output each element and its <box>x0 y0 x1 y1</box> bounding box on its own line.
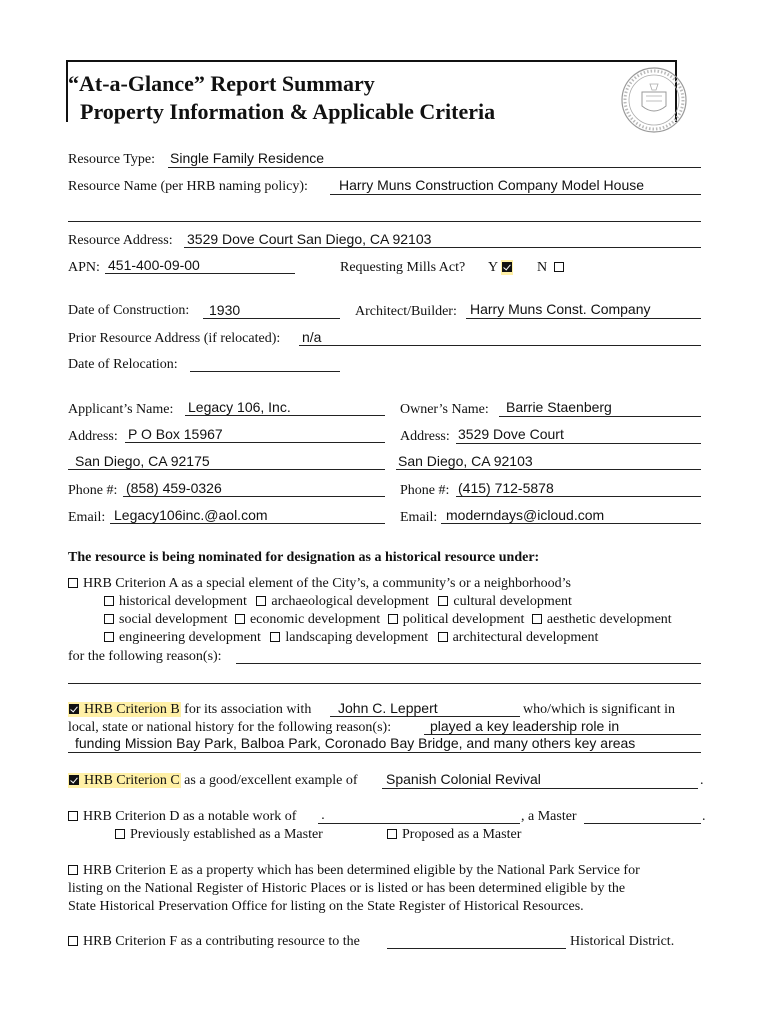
resource-address-underline <box>184 247 701 248</box>
option-historical-checkbox[interactable] <box>104 596 114 606</box>
owner-address-underline-2 <box>396 469 701 470</box>
apn-underline <box>105 273 295 274</box>
option-political-label: political development <box>402 612 525 627</box>
apn-label: APN: <box>68 260 100 275</box>
option-archaeological-label: archaeological development <box>271 594 429 609</box>
criterion-a <box>68 576 571 592</box>
criterion-e-line1: HRB Criterion E as a property which has been determined eligible by the National Park Service for <box>83 863 640 878</box>
criterion-a-reasons-underline[interactable] <box>236 663 701 664</box>
criterion-a-reasons-label: for the following reason(s): <box>68 649 222 664</box>
applicant-phone-underline <box>123 496 385 497</box>
applicant-phone-field[interactable]: (858) 459-0326 <box>126 480 222 496</box>
construction-date-underline <box>203 318 340 319</box>
header-frame-top <box>66 60 677 62</box>
option-economic-checkbox[interactable] <box>235 614 245 624</box>
criterion-b-reason-underline-2 <box>68 752 701 753</box>
criterion-a-checkbox[interactable] <box>68 578 78 588</box>
architect-field[interactable]: Harry Muns Const. Company <box>470 301 651 317</box>
criterion-d-end: . <box>702 809 706 824</box>
resource-name-label: Resource Name (per HRB naming policy): <box>68 179 308 194</box>
criterion-c-checkbox[interactable] <box>69 775 79 785</box>
owner-email-field[interactable]: moderndays@icloud.com <box>446 507 605 523</box>
criterion-a-options-row3 <box>104 630 598 646</box>
criterion-d-label: HRB Criterion D as a notable work of <box>83 809 297 824</box>
owner-phone-label: Phone #: <box>400 483 450 498</box>
criterion-d-option-proposed <box>387 827 521 843</box>
applicant-email-field[interactable]: Legacy106inc.@aol.com <box>114 507 268 523</box>
criterion-d-master-underline[interactable] <box>584 823 701 824</box>
owner-address-line2[interactable]: San Diego, CA 92103 <box>398 453 533 469</box>
option-aesthetic-label: aesthetic development <box>546 612 672 627</box>
proposed-master-label: Proposed as a Master <box>402 827 522 842</box>
applicant-name-label: Applicant’s Name: <box>68 402 174 417</box>
mills-act-yes-highlight <box>501 260 513 275</box>
option-architectural-label: architectural development <box>452 630 599 645</box>
criterion-f-label: HRB Criterion F as a contributing resource to the <box>83 934 360 949</box>
option-political-checkbox[interactable] <box>388 614 398 624</box>
mills-act-yes-checkbox[interactable] <box>502 262 512 272</box>
architect-underline <box>466 318 701 319</box>
mills-act-label: Requesting Mills Act? <box>340 260 466 275</box>
prior-address-underline <box>299 345 701 346</box>
applicant-address-underline-2 <box>68 469 385 470</box>
criterion-d-field[interactable]: . <box>321 806 325 822</box>
criterion-a-reasons-underline-2[interactable] <box>68 683 701 684</box>
criterion-f <box>68 934 360 950</box>
resource-name-field[interactable]: Harry Muns Construction Company Model House <box>339 177 645 193</box>
criterion-c-field[interactable]: Spanish Colonial Revival <box>386 771 541 787</box>
option-aesthetic-checkbox[interactable] <box>532 614 542 624</box>
criterion-b-label: HRB Criterion B <box>84 702 180 717</box>
option-cultural-label: cultural development <box>453 594 572 609</box>
resource-address-label: Resource Address: <box>68 233 173 248</box>
architect-label: Architect/Builder: <box>355 304 457 319</box>
mills-act-no-label: N <box>537 260 548 275</box>
mills-act-no-checkbox[interactable] <box>554 262 564 272</box>
criterion-a-label: HRB Criterion A as a special element of the City’s, a community’s or a neighborhood’s <box>83 576 571 591</box>
criterion-b-reasons-label: local, state or national history for the following reason(s): <box>68 720 392 735</box>
option-landscaping-label: landscaping development <box>285 630 429 645</box>
criterion-b <box>68 702 311 718</box>
criteria-intro: The resource is being nominated for designation as a historical resource under: <box>68 550 540 565</box>
criterion-b-reason-line1[interactable]: played a key leadership role in <box>430 718 620 734</box>
criterion-e <box>68 863 640 879</box>
owner-phone-underline <box>456 496 701 497</box>
option-engineering-checkbox[interactable] <box>104 632 114 642</box>
resource-name-underline-2 <box>68 221 701 222</box>
option-cultural-checkbox[interactable] <box>438 596 448 606</box>
criterion-b-reason-line2[interactable]: funding Mission Bay Park, Balboa Park, Coronado Bay Bridge, and many others key areas <box>75 735 636 751</box>
criterion-b-association-underline <box>330 716 520 717</box>
applicant-address-label: Address: <box>68 429 118 444</box>
criterion-d <box>68 809 296 825</box>
page-title-line1: “At-a-Glance” Report Summary <box>68 71 375 96</box>
resource-name-underline <box>330 194 701 195</box>
previously-established-label: Previously established as a Master <box>130 827 323 842</box>
option-archaeological-checkbox[interactable] <box>256 596 266 606</box>
resource-type-label: Resource Type: <box>68 152 156 167</box>
relocation-date-underline[interactable] <box>190 371 340 372</box>
owner-name-field[interactable]: Barrie Staenberg <box>506 399 612 415</box>
mills-act-yes-label: Y <box>488 260 498 275</box>
criterion-b-association-field[interactable]: John C. Leppert <box>338 700 438 716</box>
page-title-line2: Property Information & Applicable Criteria <box>80 99 496 124</box>
mills-act-no[interactable] <box>537 260 569 276</box>
applicant-name-underline <box>185 415 385 416</box>
applicant-name-field[interactable]: Legacy 106, Inc. <box>188 399 291 415</box>
criterion-c <box>68 773 358 789</box>
criterion-d-option-previous <box>115 827 323 843</box>
criterion-c-label: HRB Criterion C <box>84 773 180 788</box>
criterion-b-significance-text: who/which is significant in <box>523 702 676 717</box>
owner-address-underline <box>456 443 701 444</box>
criterion-c-text: as a good/excellent example of <box>184 773 358 788</box>
owner-address-line1[interactable]: 3529 Dove Court <box>458 426 564 442</box>
criterion-c-underline <box>382 788 698 789</box>
criterion-a-options-row2 <box>104 612 672 628</box>
option-social-checkbox[interactable] <box>104 614 114 624</box>
applicant-address-line2[interactable]: San Diego, CA 92175 <box>75 453 210 469</box>
applicant-phone-label: Phone #: <box>68 483 118 498</box>
resource-type-field[interactable]: Single Family Residence <box>170 150 325 166</box>
applicant-email-underline <box>110 523 385 524</box>
relocation-date-label: Date of Relocation: <box>68 357 178 372</box>
criterion-e-checkbox[interactable] <box>68 865 78 875</box>
criterion-f-checkbox[interactable] <box>68 936 78 946</box>
construction-date-field[interactable]: 1930 <box>209 302 241 318</box>
owner-address-label: Address: <box>400 429 450 444</box>
criterion-e-line3: State Historical Preservation Office for listing on the State Register of Historical Resources. <box>68 899 584 914</box>
criterion-a-options-row1 <box>104 594 572 610</box>
resource-type-underline <box>168 167 701 168</box>
criterion-f-end: Historical District. <box>570 934 675 949</box>
owner-email-underline <box>441 523 701 524</box>
criterion-b-text: for its association with <box>184 702 312 717</box>
construction-date-label: Date of Construction: <box>68 303 190 318</box>
option-historical-label: historical development <box>119 594 247 609</box>
criterion-b-highlight <box>68 702 181 717</box>
criterion-b-checkbox[interactable] <box>69 704 79 714</box>
criterion-b-significance <box>522 702 676 718</box>
option-landscaping-checkbox[interactable] <box>270 632 280 642</box>
prior-address-label: Prior Resource Address (if relocated): <box>68 331 281 346</box>
criterion-c-highlight <box>68 773 181 788</box>
criterion-f-underline[interactable] <box>387 948 566 949</box>
mills-act-yes[interactable] <box>488 260 513 276</box>
owner-phone-field[interactable]: (415) 712-5878 <box>458 480 554 496</box>
owner-name-label: Owner’s Name: <box>400 402 489 417</box>
criterion-d-master-label: , a Master <box>521 809 577 824</box>
apn-field[interactable]: 451-400-09-00 <box>108 257 200 273</box>
proposed-master-checkbox[interactable] <box>387 829 397 839</box>
criterion-d-checkbox[interactable] <box>68 811 78 821</box>
applicant-email-label: Email: <box>68 510 106 525</box>
applicant-address-underline <box>125 442 385 443</box>
option-engineering-label: engineering development <box>119 630 261 645</box>
prior-address-field[interactable]: n/a <box>302 329 322 345</box>
owner-email-label: Email: <box>400 510 438 525</box>
owner-name-underline <box>499 416 701 417</box>
criterion-c-end: . <box>700 773 704 788</box>
option-architectural-checkbox[interactable] <box>438 632 448 642</box>
city-seal-icon <box>620 66 688 134</box>
criterion-e-line2: listing on the National Register of Historic Places or is listed or has been determined eligible by the <box>68 881 626 896</box>
option-social-label: social development <box>119 612 228 627</box>
option-economic-label: economic development <box>249 612 381 627</box>
previously-established-checkbox[interactable] <box>115 829 125 839</box>
resource-address-field[interactable]: 3529 Dove Court San Diego, CA 92103 <box>187 231 432 247</box>
criterion-d-underline <box>318 823 520 824</box>
applicant-address-line1[interactable]: P O Box 15967 <box>128 426 223 442</box>
